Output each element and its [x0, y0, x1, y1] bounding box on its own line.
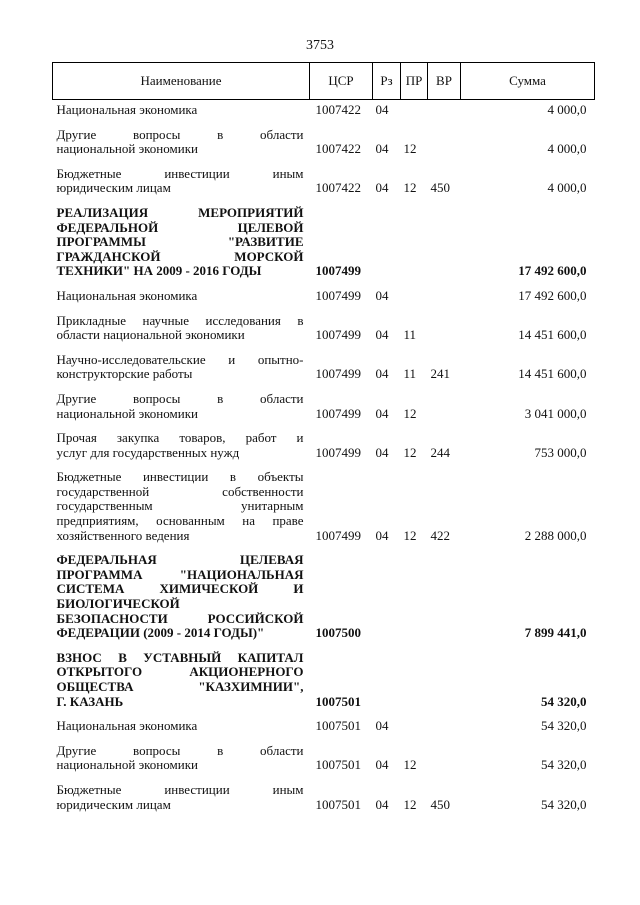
header-csr: ЦСР: [310, 63, 373, 100]
table-row: [53, 384, 595, 423]
row-name-line: Другие вопросы в области: [56, 390, 304, 406]
row-sum: 7 899 441,0: [524, 625, 587, 641]
row-vr: 450: [430, 796, 450, 812]
row-csr: 1007422: [315, 141, 361, 157]
row-vr: [428, 384, 461, 423]
row-name-line: Прикладные научные исследования в: [56, 312, 304, 328]
row-pr: [401, 545, 428, 643]
row-name-line: РЕАЛИЗАЦИЯ МЕРОПРИЯТИЙ: [56, 204, 304, 220]
row-name-line: Национальная экономика: [56, 102, 198, 117]
row-sum: 4 000,0: [547, 180, 587, 196]
row-name-line: государственной собственности: [56, 483, 304, 499]
row-name-line: Другие вопросы в области: [56, 742, 304, 758]
budget-table: [52, 62, 595, 814]
row-pr: [401, 100, 428, 120]
row-rz: 04: [375, 405, 389, 421]
row-name: [53, 643, 310, 711]
row-vr: [428, 643, 461, 711]
row-name: [53, 462, 310, 545]
row-csr: 1007499: [315, 405, 361, 421]
row-csr: 1007422: [315, 180, 361, 196]
row-sum: 14 451 600,0: [518, 327, 587, 343]
row-csr: 1007499: [315, 327, 361, 343]
row-name-line: Научно-исследовательские и опытно-: [56, 351, 304, 367]
row-name-line: национальной экономики: [56, 757, 198, 773]
row-sum: 2 288 000,0: [524, 527, 587, 543]
row-vr: [428, 736, 461, 775]
row-csr: 1007499: [315, 263, 361, 279]
row-rz: 04: [375, 444, 389, 460]
row-csr: 1007499: [315, 444, 361, 460]
row-name-line: предприятиям, основанным на праве: [56, 513, 304, 529]
header-row: [53, 63, 595, 100]
table-row: [53, 423, 595, 462]
row-name: [53, 423, 310, 462]
row-vr: [428, 281, 461, 306]
row-pr: 12: [403, 796, 417, 812]
row-name-line: СИСТЕМА ХИМИЧЕСКОЙ И: [56, 581, 304, 597]
row-pr: 11: [403, 327, 417, 343]
row-name: [53, 711, 310, 736]
row-pr: 12: [403, 405, 417, 421]
row-name-line: национальной экономики: [56, 405, 198, 421]
table-row: [53, 643, 595, 711]
row-rz: 04: [375, 327, 389, 343]
row-name-line: области национальной экономики: [56, 327, 245, 343]
table-row: [53, 281, 595, 306]
row-rz: 04: [375, 527, 389, 543]
row-pr: 12: [403, 527, 417, 543]
row-name-line: Национальная экономика: [56, 718, 198, 734]
row-name: [53, 545, 310, 643]
row-rz: 04: [375, 141, 389, 157]
row-pr: 12: [403, 141, 417, 157]
row-sum: 54 320,0: [541, 693, 587, 709]
row-name-line: Бюджетные инвестиции иным: [56, 781, 304, 797]
row-name-line: национальной экономики: [56, 141, 198, 157]
row-name-line: ФЕДЕРАЛЬНАЯ ЦЕЛЕВАЯ: [56, 552, 304, 568]
row-rz: 04: [375, 366, 389, 382]
header-pr: ПР: [401, 63, 428, 100]
row-name-line: ПРОГРАММЫ "РАЗВИТИЕ: [56, 234, 304, 250]
row-sum: 14 451 600,0: [518, 366, 587, 382]
header-vr: ВР: [428, 63, 461, 100]
row-csr: 1007499: [315, 287, 361, 303]
table-row: [53, 100, 595, 120]
row-vr: [428, 198, 461, 281]
row-name: [53, 306, 310, 345]
row-name-line: ОБЩЕСТВА "КАЗХИМНИИ",: [56, 679, 304, 694]
row-name-line: ФЕДЕРАЛЬНОЙ ЦЕЛЕВОЙ: [56, 219, 304, 235]
row-rz: 04: [375, 180, 389, 196]
row-csr: 1007501: [315, 718, 361, 734]
row-vr: [428, 306, 461, 345]
row-name: [53, 736, 310, 775]
row-name: [53, 345, 310, 384]
row-rz: 04: [375, 287, 389, 303]
row-name-line: услуг для государственных нужд: [56, 444, 240, 460]
row-pr: 11: [403, 366, 417, 382]
row-name-line: БЕЗОПАСНОСТИ РОССИЙСКОЙ: [56, 610, 304, 626]
row-vr: [428, 711, 461, 736]
row-csr: 1007499: [315, 527, 361, 543]
row-sum: 54 320,0: [541, 757, 587, 773]
row-name-line: Прочая закупка товаров, работ и: [56, 430, 304, 446]
row-sum: 4 000,0: [547, 141, 587, 157]
row-sum: 753 000,0: [534, 444, 587, 460]
row-rz: [373, 643, 401, 711]
row-pr: [401, 643, 428, 711]
row-sum: 17 492 600,0: [518, 263, 587, 279]
row-name-line: Другие вопросы в области: [56, 126, 304, 142]
row-name-line: ФЕДЕРАЦИИ (2009 - 2014 ГОДЫ)": [56, 625, 265, 641]
row-name: [53, 281, 310, 306]
row-pr: 12: [403, 180, 417, 196]
row-rz: [373, 545, 401, 643]
table-row: [53, 159, 595, 198]
table-row: [53, 545, 595, 643]
table-header: [53, 63, 595, 100]
row-name: [53, 198, 310, 281]
row-name-line: Бюджетные инвестиции иным: [56, 165, 304, 181]
row-name-line: государственным унитарным: [56, 498, 304, 514]
row-name: [53, 120, 310, 159]
row-name-line: ВЗНОС В УСТАВНЫЙ КАПИТАЛ: [56, 649, 304, 665]
row-name: [53, 159, 310, 198]
row-name-line: Г. КАЗАНЬ: [56, 693, 124, 709]
row-rz: [373, 198, 401, 281]
row-rz: 04: [375, 757, 389, 773]
row-vr: [428, 120, 461, 159]
row-rz: 04: [375, 102, 389, 117]
row-name-line: ТЕХНИКИ" НА 2009 - 2016 ГОДЫ: [56, 263, 262, 279]
row-vr: 450: [430, 180, 450, 196]
table-row: [53, 711, 595, 736]
row-vr: [428, 100, 461, 120]
row-sum: 54 320,0: [541, 796, 587, 812]
row-name-line: юридическим лицам: [56, 180, 171, 196]
row-name-line: БИОЛОГИЧЕСКОЙ: [56, 596, 180, 612]
row-pr: 12: [403, 757, 417, 773]
row-name-line: Бюджетные инвестиции в объекты: [56, 469, 304, 485]
row-pr: 12: [403, 444, 417, 460]
row-vr: 422: [430, 527, 450, 543]
row-csr: 1007500: [315, 625, 361, 641]
row-csr: 1007501: [315, 693, 361, 709]
row-rz: 04: [375, 796, 389, 812]
row-sum: 4 000,0: [547, 102, 587, 117]
header-rz: Рз: [373, 63, 401, 100]
row-name: [53, 775, 310, 814]
table-row: [53, 462, 595, 545]
table-row: [53, 736, 595, 775]
table-row: [53, 775, 595, 814]
row-name: [53, 384, 310, 423]
page-number: 3753: [306, 38, 334, 53]
row-name-line: ОТКРЫТОГО АКЦИОНЕРНОГО: [56, 664, 304, 680]
row-rz: 04: [375, 718, 389, 734]
row-name-line: юридическим лицам: [56, 796, 171, 812]
row-csr: 1007501: [315, 796, 361, 812]
table-row: [53, 306, 595, 345]
row-csr: 1007422: [315, 102, 361, 117]
row-sum: 3 041 000,0: [524, 405, 587, 421]
row-sum: 17 492 600,0: [518, 287, 587, 303]
row-vr: 241: [430, 366, 450, 382]
row-pr: [401, 281, 428, 306]
row-name-line: конструкторские работы: [56, 366, 193, 382]
row-csr: 1007499: [315, 366, 361, 382]
row-vr: [428, 545, 461, 643]
table-row: [53, 120, 595, 159]
row-vr: 244: [430, 444, 450, 460]
row-name-line: ПРОГРАММА "НАЦИОНАЛЬНАЯ: [56, 566, 304, 582]
row-csr: 1007501: [315, 757, 361, 773]
row-name: [53, 100, 310, 120]
table-row: [53, 198, 595, 281]
row-sum: 54 320,0: [541, 718, 587, 734]
table-body: [53, 100, 595, 815]
row-name-line: хозяйственного ведения: [56, 527, 190, 543]
table-row: [53, 345, 595, 384]
header-name: Наименование: [53, 63, 310, 100]
row-pr: [401, 711, 428, 736]
row-name-line: ГРАЖДАНСКОЙ МОРСКОЙ: [56, 248, 304, 264]
row-pr: [401, 198, 428, 281]
row-name-line: Национальная экономика: [56, 287, 198, 303]
header-sum: Сумма: [461, 63, 595, 100]
